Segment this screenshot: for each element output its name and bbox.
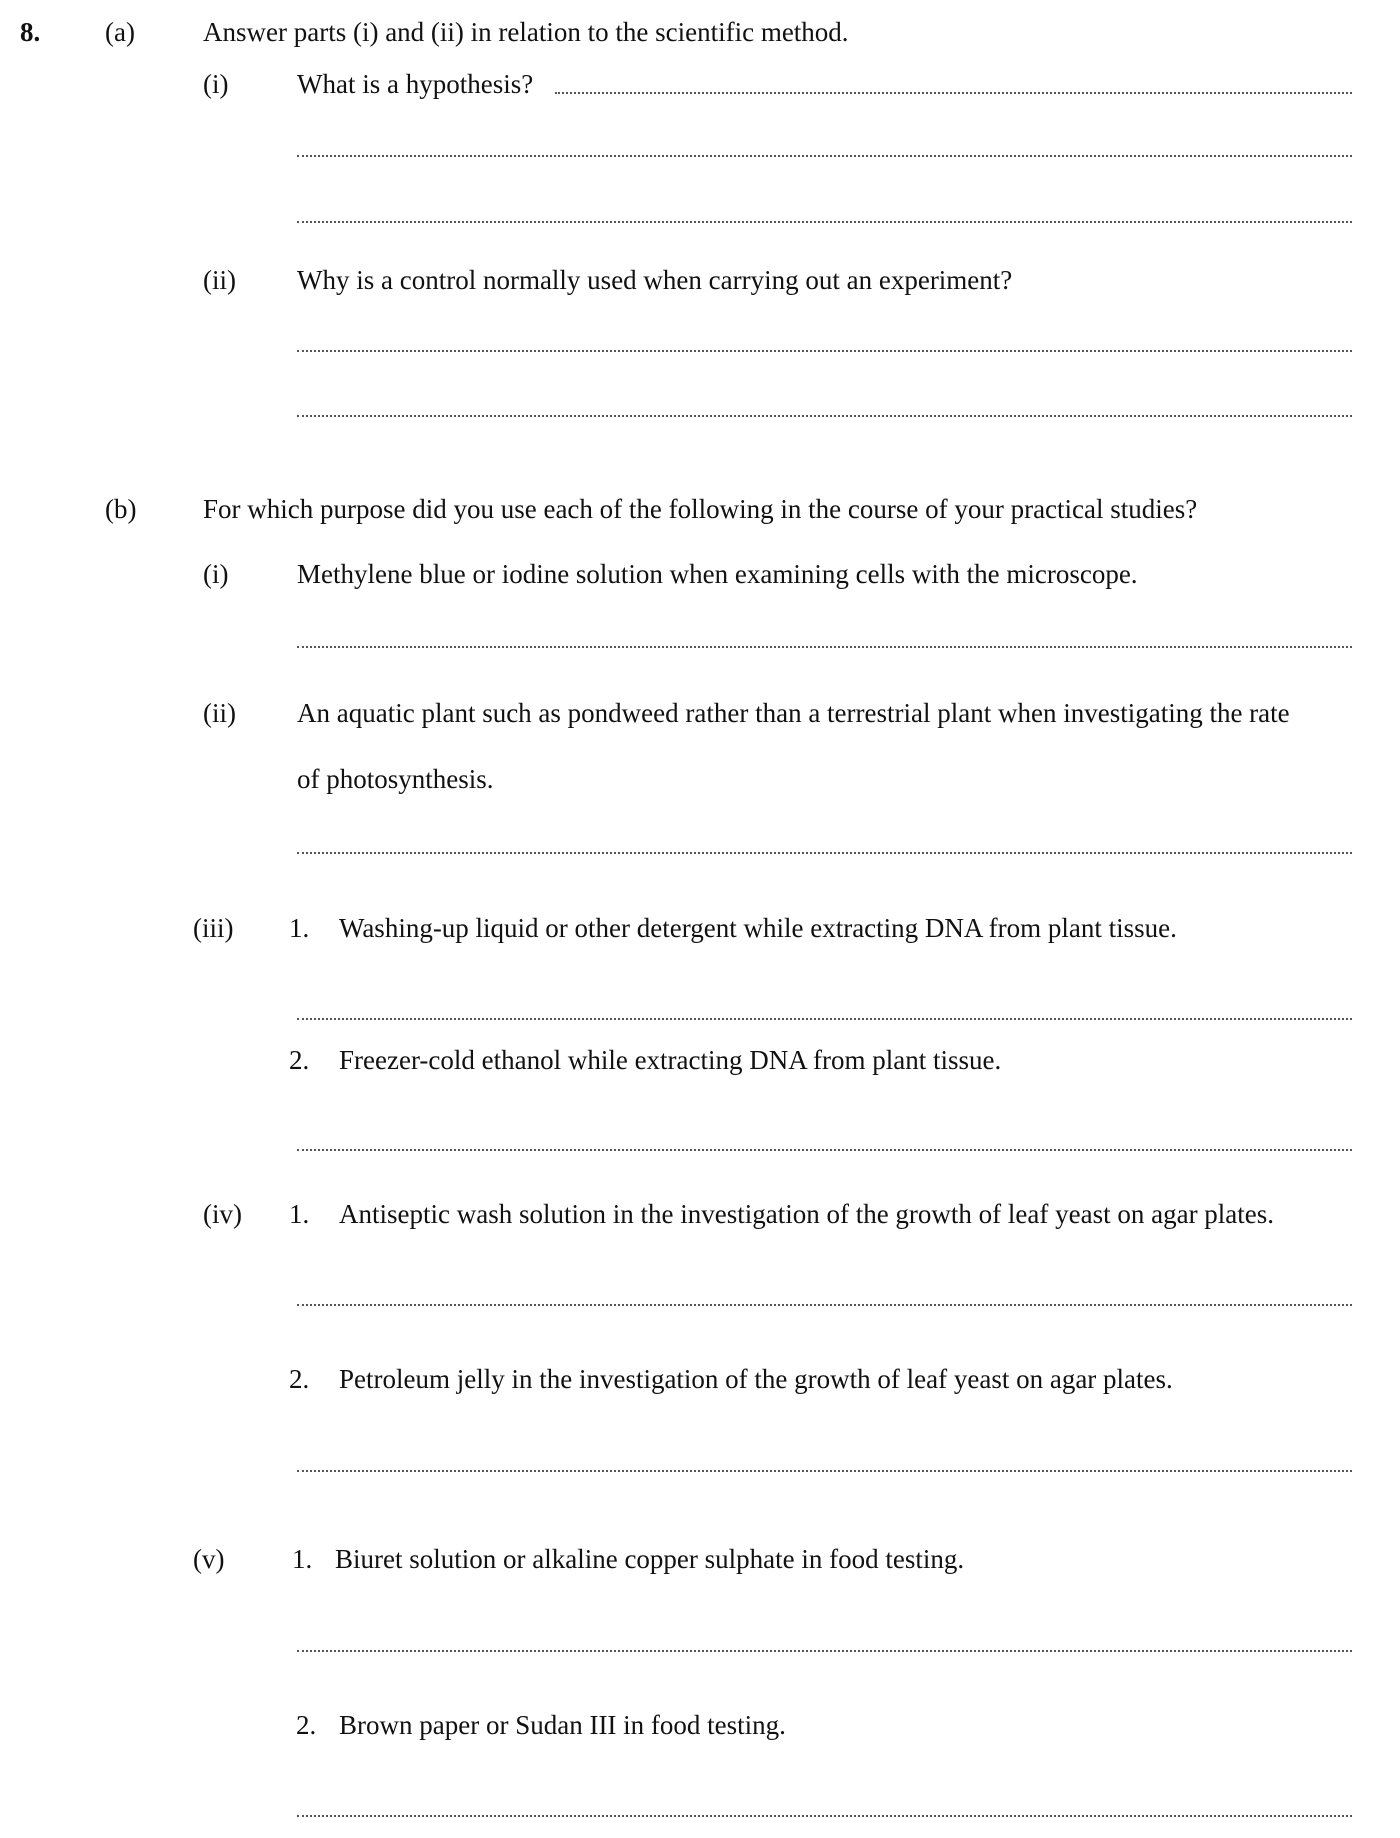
part-b-iii-2-question: Freezer-cold ethanol while extracting DNA from plant tissue. [339, 1045, 1002, 1075]
answer-line[interactable] [297, 1650, 1352, 1652]
question-number: 8. [20, 17, 41, 47]
part-b-iii-1-number: 1. [289, 913, 310, 943]
part-b-iv-1-number: 1. [289, 1199, 310, 1229]
answer-line[interactable] [297, 221, 1352, 223]
part-b-iii-label: (iii) [193, 913, 234, 943]
part-a-ii-label: (ii) [203, 265, 236, 295]
answer-line[interactable] [297, 852, 1352, 854]
part-b-iv-1-question: Antiseptic wash solution in the investigation of the growth of leaf yeast on agar plates. [339, 1199, 1275, 1229]
part-b-v-1-question: Biuret solution or alkaline copper sulphate in food testing. [335, 1544, 965, 1574]
part-b-ii-question-line2: of photosynthesis. [297, 764, 494, 794]
part-b-iv-label: (iv) [203, 1199, 242, 1229]
part-b-v-2-number: 2. [296, 1710, 317, 1740]
part-b-i-question: Methylene blue or iodine solution when examining cells with the microscope. [297, 559, 1138, 589]
answer-line[interactable] [297, 1018, 1352, 1020]
answer-line[interactable] [297, 1304, 1352, 1306]
part-b-v-label: (v) [193, 1544, 225, 1574]
answer-line[interactable] [555, 92, 1352, 94]
answer-line[interactable] [297, 646, 1352, 648]
part-b-intro: For which purpose did you use each of the following in the course of your practical studies? [203, 494, 1198, 524]
part-a-intro: Answer parts (i) and (ii) in relation to the scientific method. [203, 17, 849, 47]
part-b-ii-label: (ii) [203, 698, 236, 728]
answer-line[interactable] [297, 350, 1352, 352]
part-b-iii-2-number: 2. [289, 1045, 310, 1075]
part-a-i-label: (i) [203, 69, 229, 99]
part-a-ii-question: Why is a control normally used when carrying out an experiment? [297, 265, 1013, 295]
part-a-label: (a) [105, 17, 135, 47]
part-b-iii-1-question: Washing-up liquid or other detergent while extracting DNA from plant tissue. [339, 913, 1177, 943]
part-b-label: (b) [105, 494, 137, 524]
part-b-v-2-question: Brown paper or Sudan III in food testing. [339, 1710, 786, 1740]
answer-line[interactable] [297, 1470, 1352, 1472]
answer-line[interactable] [297, 155, 1352, 157]
part-b-iv-2-number: 2. [289, 1364, 310, 1394]
part-b-ii-question-line1: An aquatic plant such as pondweed rather than a terrestrial plant when investigating the rate [297, 698, 1290, 728]
part-b-i-label: (i) [203, 559, 229, 589]
answer-line[interactable] [297, 1815, 1352, 1817]
part-b-v-1-number: 1. [292, 1544, 313, 1574]
part-b-iv-2-question: Petroleum jelly in the investigation of the growth of leaf yeast on agar plates. [339, 1364, 1173, 1394]
answer-line[interactable] [297, 1149, 1352, 1151]
part-a-i-question: What is a hypothesis? [297, 69, 534, 99]
answer-line[interactable] [297, 415, 1352, 417]
